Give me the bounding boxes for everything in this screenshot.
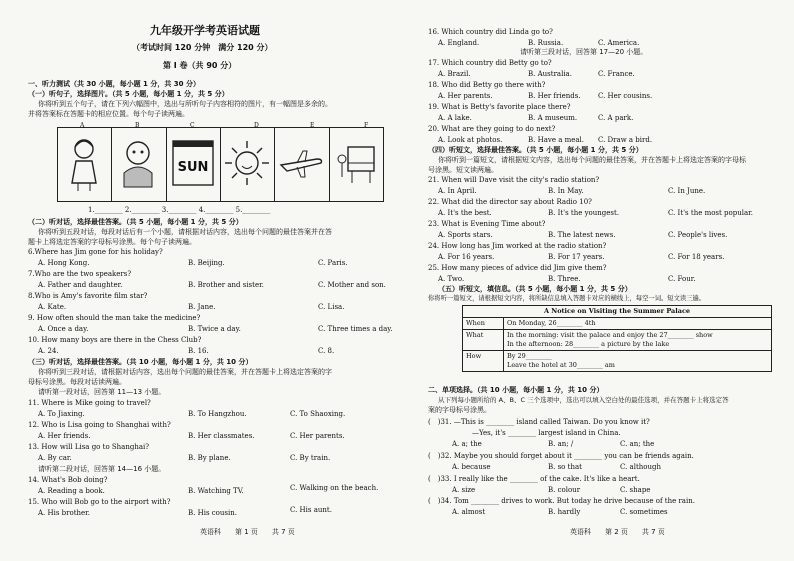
option: A. a; the: [452, 440, 482, 448]
option: C. Her parents.: [290, 432, 345, 440]
option: C. People's lives.: [668, 231, 728, 239]
option: C. an; the: [620, 440, 655, 448]
picture-label: E: [310, 122, 315, 129]
section-heading: （一）听句子，选择图片。（共 5 小题，每小题 1 分，共 5 分）: [28, 90, 229, 98]
row-label: When: [463, 318, 504, 330]
section-heading: （四）听短文，选择最佳答案。（共 5 小题，每小题 1 分，共 5 分）: [428, 146, 643, 154]
airplane-icon: [279, 133, 323, 193]
picture-label: C: [190, 122, 195, 129]
option: C. sometimes: [620, 508, 668, 516]
question: 17. Which country did Betty go to?: [428, 59, 552, 67]
option: A. Sports stars.: [438, 231, 493, 239]
option: B. so that: [548, 463, 582, 471]
option: C. 8.: [318, 347, 335, 355]
option: B. 16.: [188, 347, 209, 355]
directions: 请听第二段对话，回答第 14—16 小题。: [38, 465, 166, 473]
row-line: In the morning: visit the palace and enjoy the 27________ show: [507, 331, 713, 339]
option: B. Brother and sister.: [188, 281, 264, 289]
option: A. Hong Kong.: [38, 259, 90, 267]
picture-label: F: [364, 122, 369, 129]
table-row: [463, 330, 772, 351]
option: C. For 18 years.: [668, 253, 725, 261]
question: 24. How long has Jim worked at the radio station?: [428, 242, 607, 250]
option: B. Her classmates.: [188, 432, 255, 440]
option: B. colour: [548, 486, 581, 494]
question: 9. How often should the man take the medicine?: [28, 314, 201, 322]
option: B. Beijing.: [188, 259, 225, 267]
option: B. In May.: [548, 187, 584, 195]
option: C. A park.: [598, 114, 634, 122]
option: B. Three.: [548, 275, 581, 283]
question: 10. How many boys are there in the Chess Club?: [28, 336, 202, 344]
question: 8.Who is Amy's favorite film star?: [28, 292, 148, 300]
option: B. By plane.: [188, 454, 231, 462]
girl-picture: [58, 128, 112, 201]
row-line: In the afternoon: 28________ a picture by the lake: [507, 340, 670, 348]
sun-word-picture: [167, 128, 221, 201]
option: C. shape: [620, 486, 651, 494]
question: 13. How will Lisa go to Shanghai?: [28, 443, 150, 451]
option: C. Three times a day.: [318, 325, 393, 333]
option: B. A museum.: [528, 114, 578, 122]
option: B. It's the youngest.: [548, 209, 620, 217]
option: A. By car.: [38, 454, 72, 462]
option: C. His aunt.: [290, 506, 332, 514]
option: C. Lisa.: [318, 303, 345, 311]
section-heading: （五）听短文，填信息。（共 5 小题，每小题 1 分，共 5 分）: [438, 285, 632, 293]
directions: 母标号涂黑。每段对话读两遍。: [28, 378, 126, 386]
option: A. Once a day.: [38, 325, 89, 333]
option: C. It's the most popular.: [668, 209, 753, 217]
picture-label: B: [135, 122, 140, 129]
question: 14. What's Bob doing?: [28, 476, 108, 484]
option: B. To Hangzhou.: [188, 410, 247, 418]
option: A. Her friends.: [38, 432, 91, 440]
option: A. His brother.: [38, 509, 90, 517]
option: A. 24.: [38, 347, 59, 355]
option: A. Two.: [438, 275, 465, 283]
question: 22. What did the director say about Radio 10?: [428, 198, 592, 206]
directions: 你将听到五段对话，每段对话后有一个小题，请根据对话内容，选出每个问题的最佳答案并在答: [38, 228, 332, 236]
option: B. For 17 years.: [548, 253, 605, 261]
section-heading: （二）听对话，选择最佳答案。（共 5 小题，每小题 1 分，共 5 分）: [28, 218, 243, 226]
exam-title: 九年级开学考英语试题: [150, 24, 260, 37]
option: A. In April.: [438, 187, 477, 195]
option: A. almost: [452, 508, 486, 516]
option: C. Draw a bird.: [598, 136, 653, 144]
directions: 案的字母标号涂黑。: [428, 406, 491, 414]
sick-person-icon: [116, 133, 160, 193]
row-content: [504, 318, 772, 330]
option: B. Watching TV.: [188, 487, 244, 495]
section-heading: 一、听力测试（共 30 小题，每小题 1 分，共 30 分）: [28, 80, 200, 88]
question: ( )32. Maybe you should forget about it ________ you can be friends again.: [428, 452, 694, 460]
option: B. Australia.: [528, 70, 572, 78]
option: B. an; /: [548, 440, 574, 448]
question: 25. How many pieces of advice did Jim give them?: [428, 264, 607, 272]
option: A. To Jiaxing.: [38, 410, 85, 418]
directions: 你将听到三段对话，请根据对话内容，选出每个问题的最佳答案，并在答题卡上将选定答案的字: [38, 368, 332, 376]
row-line: On Monday, 26________ 4th: [507, 319, 596, 327]
notice-title: A Notice on Visiting the Summer Palace: [463, 306, 772, 318]
question: 16. Which country did Linda go to?: [428, 28, 553, 36]
option: C. By train.: [290, 454, 331, 462]
directions: 请听第一段对话，回答第 11—13 小题。: [38, 388, 166, 396]
sun-picture: [221, 128, 275, 201]
sun-text: SUN: [177, 160, 209, 175]
row-content: [504, 351, 772, 372]
directions: 并将答案标在答题卡的相应位置。每个句子读两遍。: [28, 110, 189, 118]
option: C. To Shaoxing.: [290, 410, 346, 418]
option: A. For 16 years.: [438, 253, 495, 261]
question: 21. When will Dave visit the city's radio station?: [428, 176, 600, 184]
picture-label: D: [254, 122, 259, 129]
option: A. A lake.: [438, 114, 472, 122]
row-line: Leave the hotel at 30________ am: [507, 361, 615, 369]
option: B. Jane.: [188, 303, 216, 311]
directions: 题卡上将选定答案的字母标号涂黑。每个句子读两遍。: [28, 238, 196, 246]
option: C. Walking on the beach.: [290, 484, 379, 492]
option: A. size: [452, 486, 476, 494]
option: A. Her parents.: [438, 92, 493, 100]
part-title: 第 I 卷（共 90 分）: [163, 61, 237, 70]
question: 12. Who is Lisa going to Shanghai with?: [28, 421, 171, 429]
option: C. Paris.: [318, 259, 348, 267]
question: 23. What is Evening Time about?: [428, 220, 546, 228]
table-row: [463, 318, 772, 330]
option: C. Her cousins.: [598, 92, 653, 100]
question: 15. Who will Bob go to the airport with?: [28, 498, 171, 506]
directions: 号涂黑。短文读两遍。: [428, 166, 498, 174]
table-row: [463, 351, 772, 372]
option: C. In June.: [668, 187, 706, 195]
option: B. Twice a day.: [188, 325, 241, 333]
notice-table: [462, 305, 772, 372]
option: B. Russia.: [528, 39, 564, 47]
row-line: By 29________: [507, 352, 552, 360]
right-page: [400, 0, 794, 561]
option: B. Her friends.: [528, 92, 581, 100]
question: 6.Where has Jim gone for his holiday?: [28, 248, 163, 256]
page-footer: 英语科 第 1 页 共 7 页: [200, 528, 295, 536]
section-heading: 二、单项选择。（共 10 小题，每小题 1 分，共 10 分）: [428, 386, 604, 394]
directions: 你将听到一篇短文，请根据短文内容，选出每个问题的最佳答案，并在答题卡上将选定答案的字母标: [438, 156, 746, 164]
question: 7.Who are the two speakers?: [28, 270, 132, 278]
option: C. although: [620, 463, 662, 471]
question: ( )34. Tom ________ drives to work. But today he drive because of the rain.: [428, 497, 695, 505]
row-content: [504, 330, 772, 351]
option: A. England.: [438, 39, 480, 47]
girl-icon: [62, 133, 106, 193]
question: 11. Where is Mike going to travel?: [28, 399, 151, 407]
directions: 从下列每小题所给的 A、B、C 三个选项中，选出可以填入空白处的最佳选项，并在答题卡上将选定答: [438, 396, 729, 404]
piano-picture: [330, 128, 383, 201]
directions: 请听第三段对话，回答第 17—20 小题。: [520, 48, 648, 56]
option: A. because: [452, 463, 491, 471]
row-label: What: [463, 330, 504, 351]
option: C. Mother and son.: [318, 281, 386, 289]
option: A. Reading a book.: [38, 487, 105, 495]
option: A. It's the best.: [438, 209, 492, 217]
question: 19. What is Betty's favorite place there?: [428, 103, 571, 111]
airplane-picture: [275, 128, 329, 201]
sick-person-picture: [112, 128, 166, 201]
option: B. The latest news.: [548, 231, 616, 239]
section-heading: （三）听对话，选择最佳答案。（共 10 小题，每小题 1 分，共 10 分）: [28, 358, 253, 366]
directions: 你将听到五个句子，请在下列六幅图中，选出与所听句子内容相符的图片，有一幅图是多余的。: [38, 100, 332, 108]
option: C. America.: [598, 39, 640, 47]
option: B. Have a meal.: [528, 136, 585, 144]
directions: 你将听一篇短文，请根据短文内容，将所缺信息填入答题卡对应的横线上，每空一词。短文读三遍。: [428, 295, 706, 302]
option: B. His cousin.: [188, 509, 237, 517]
sun-icon: [225, 133, 269, 193]
answer-blanks: 1.________ 2.________ 3.________ 4.________ 5.________: [88, 206, 271, 214]
question: ( )31. —This is ________ island called Taiwan. Do you know it?: [428, 418, 650, 426]
option: C. Four.: [668, 275, 696, 283]
page-footer: 英语科 第 2 页 共 7 页: [570, 528, 665, 536]
option: A. Kate.: [38, 303, 67, 311]
option: A. Look at photos.: [438, 136, 503, 144]
exam-time: （考试时间 120 分钟 满分 120 分）: [132, 43, 273, 52]
picture-label: A: [80, 122, 85, 129]
calendar-icon: [171, 133, 215, 193]
piano-icon: [334, 133, 378, 193]
question: 20. What are they going to do next?: [428, 125, 556, 133]
question-line: —Yes, it's ________ largest island in China.: [472, 429, 621, 437]
row-label: How: [463, 351, 504, 372]
option: A. Father and daughter.: [38, 281, 123, 289]
question: 18. Who did Betty go there with?: [428, 81, 546, 89]
picture-strip: [57, 127, 384, 202]
option: C. France.: [598, 70, 635, 78]
option: B. hardly: [548, 508, 581, 516]
option: A. Brazil.: [438, 70, 471, 78]
question: ( )33. I really like the ________ of the cake. It's like a heart.: [428, 475, 640, 483]
